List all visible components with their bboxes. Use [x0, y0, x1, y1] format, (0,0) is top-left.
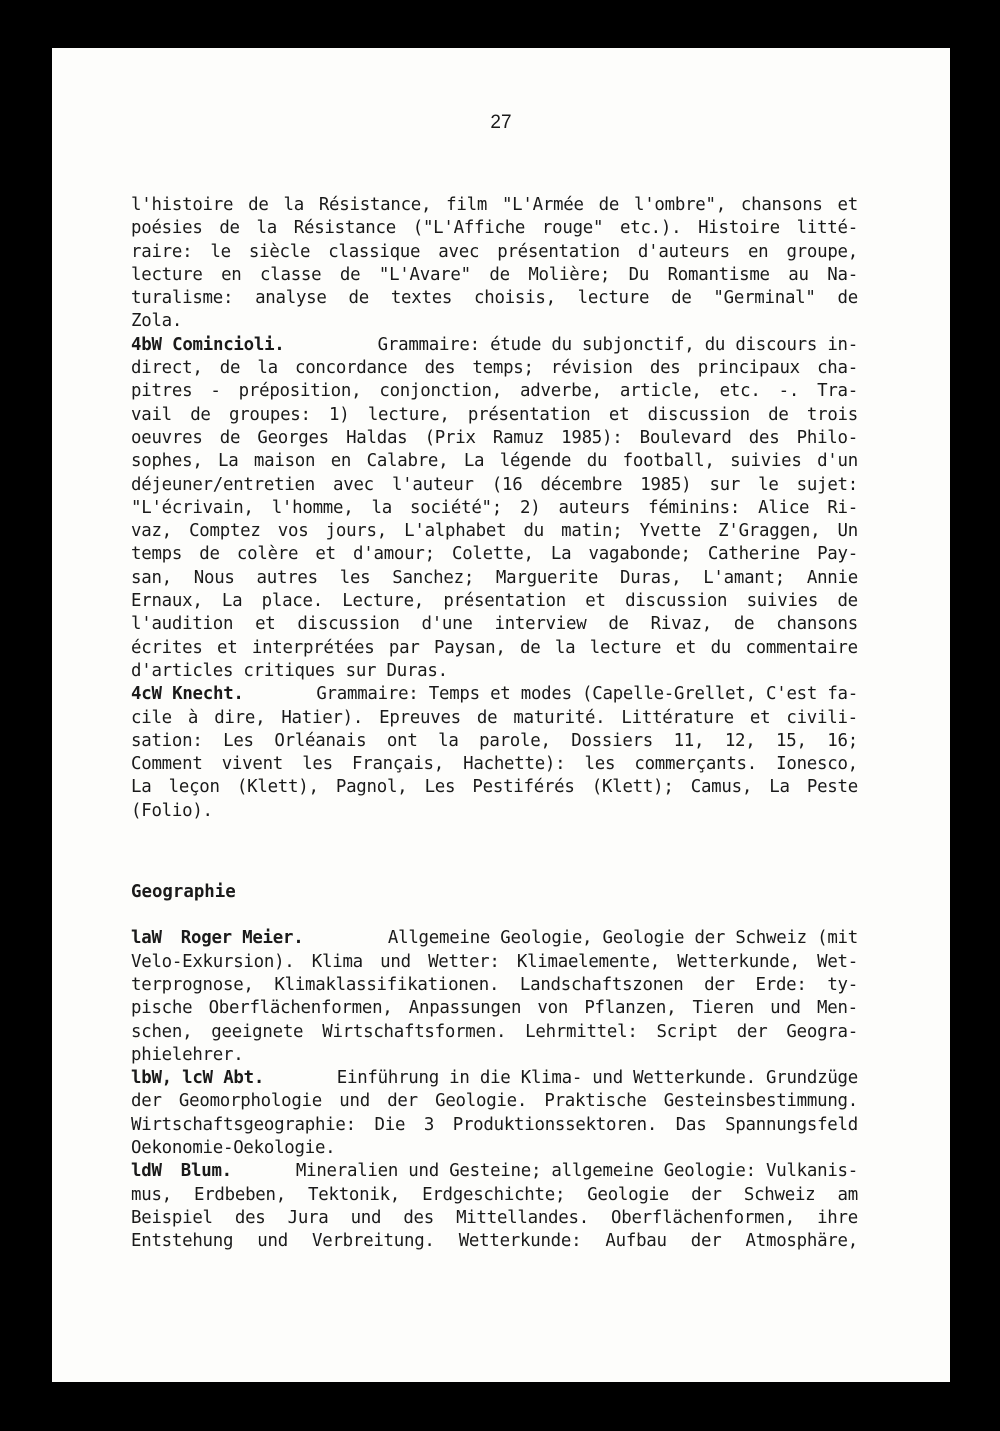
- text-line: La leçon (Klett), Pagnol, Les Pestiférés (Klett); Camus, La Peste: [131, 777, 858, 798]
- entry-first-line: [131, 683, 858, 706]
- text-line: d'articles critiques sur Duras.: [131, 660, 448, 681]
- class-code: ldW: [131, 1161, 162, 1182]
- text-line: terprognose, Klimaklassifikationen. Landschaftszonen der Erde: ty-: [131, 974, 858, 995]
- teacher-name: Abt.: [223, 1068, 265, 1089]
- text-line: vail de groupes: 1) lecture, présentation et discussion de trois: [131, 404, 858, 425]
- entry-1bw: [131, 1067, 858, 1160]
- text-line: Wirtschaftsgeographie: Die 3 Produktionssektoren. Das Spannungsfeld: [131, 1114, 858, 1135]
- text-line: Entstehung und Verbreitung. Wetterkunde: Aufbau der Atmosphäre,: [131, 1231, 858, 1252]
- text-line: Oekonomie-Oekologie.: [131, 1137, 336, 1158]
- class-code: 4bW: [131, 334, 162, 355]
- entry-first-line: [131, 1160, 858, 1183]
- text-line: "L'écrivain, l'homme, la société"; 2) auteurs féminins: Alice Ri-: [131, 497, 858, 518]
- section-heading-geographie: Geographie: [131, 882, 236, 903]
- text-line: temps de colère et d'amour; Colette, La vagabonde; Catherine Pay-: [131, 544, 858, 565]
- text-line: l'audition et discussion d'une interview de Rivaz, de chansons: [131, 614, 858, 635]
- entry-text: Mineralien und Gesteine; allgemeine Geologie: Vulkanis-: [295, 1161, 858, 1182]
- entry-text: Grammaire: Temps et modes (Capelle-Grellet, C'est fa-: [316, 684, 858, 705]
- entry-4cw: [131, 683, 858, 823]
- spacer: [131, 904, 858, 927]
- text-line: Ernaux, La place. Lecture, présentation et discussion suivies de: [131, 591, 858, 612]
- text-line: Zola.: [131, 311, 183, 332]
- text-line: lecture en classe de "L'Avare" de Molière; Du Romantisme au Na-: [131, 264, 858, 285]
- text-line: schen, geeignete Wirtschaftsformen. Lehrmittel: Script der Geogra-: [131, 1021, 858, 1042]
- teacher-name: Roger Meier.: [180, 928, 304, 949]
- text-line: pische Oberflächenformen, Anpassungen von Pflanzen, Tieren und Men-: [131, 998, 858, 1019]
- page-number: 27: [490, 112, 512, 133]
- text-line: raire: le siècle classique avec présentation d'auteurs en groupe,: [131, 241, 858, 262]
- text-line: écrites et interprétées par Paysan, de la lecture et du commentaire: [131, 637, 858, 658]
- class-code: laW: [131, 928, 162, 949]
- entry-text: Grammaire: étude du subjonctif, du discours in-: [377, 334, 858, 355]
- entry-first-line: [131, 334, 858, 357]
- text-line: turalisme: analyse de textes choisis, lecture de "Germinal" de: [131, 288, 858, 309]
- document-page: [52, 48, 950, 1382]
- class-code: lbW, lcW: [131, 1068, 213, 1089]
- teacher-name: Blum.: [180, 1161, 232, 1182]
- text-line: san, Nous autres les Sanchez; Marguerite Duras, L'amant; Annie: [131, 567, 858, 588]
- text-line: déjeuner/entretien avec l'auteur (16 décembre 1985) sur le sujet:: [131, 474, 858, 495]
- entry-1aw: [131, 927, 858, 1067]
- section-geographie: [131, 927, 858, 1253]
- text-line: vaz, Comptez vos jours, L'alphabet du matin; Yvette Z'Graggen, Un: [131, 521, 858, 542]
- text-line: (Folio).: [131, 800, 213, 821]
- text-line: l'histoire de la Résistance, film "L'Armée de l'ombre", chansons et: [131, 195, 858, 215]
- text-line: poésies de la Résistance ("L'Affiche rouge" etc.). Histoire litté-: [131, 218, 858, 239]
- spacer: [131, 823, 858, 881]
- text-line: sophes, La maison en Calabre, La légende du football, suivies d'un: [131, 451, 858, 472]
- section-french-continued: [131, 194, 858, 823]
- text-line: cile à dire, Hatier). Epreuves de maturité. Littérature et civili-: [131, 707, 858, 728]
- text-line: der Geomorphologie und der Geologie. Praktische Gesteinsbestimmung.: [131, 1091, 858, 1112]
- text-line: mus, Erdbeben, Tektonik, Erdgeschichte; Geologie der Schweiz am: [131, 1184, 858, 1205]
- text-line: oeuvres de Georges Haldas (Prix Ramuz 1985): Boulevard des Philo-: [131, 427, 858, 448]
- text-line: sation: Les Orléanais ont la parole, Dossiers 11, 12, 15, 16;: [131, 730, 858, 751]
- entry-4bw: [131, 334, 858, 683]
- text-line: Velo-Exkursion). Klima und Wetter: Klimaelemente, Wetterkunde, Wet-: [131, 951, 858, 972]
- text-line: Beispiel des Jura und des Mittellandes. Oberflächenformen, ihre: [131, 1207, 858, 1228]
- entry-text: Einführung in die Klima- und Wetterkunde. Grundzüge: [336, 1068, 858, 1089]
- entry-1dw: [131, 1160, 858, 1253]
- entry-text: Allgemeine Geologie, Geologie der Schweiz (mit: [387, 928, 858, 949]
- text-line: Comment vivent les Français, Hachette): les commerçants. Ionesco,: [131, 754, 858, 775]
- teacher-name: Comincioli.: [172, 334, 285, 355]
- text-line: pitres - préposition, conjonction, adverbe, article, etc. -. Tra-: [131, 381, 858, 402]
- page-content: [131, 194, 858, 1253]
- text-line: direct, de la concordance des temps; révision des principaux cha-: [131, 358, 858, 379]
- teacher-name: Knecht.: [172, 684, 244, 705]
- entry-first-line: [131, 1067, 858, 1090]
- class-code: 4cW: [131, 684, 162, 705]
- entry-first-line: [131, 927, 858, 950]
- text-line: phielehrer.: [131, 1044, 244, 1065]
